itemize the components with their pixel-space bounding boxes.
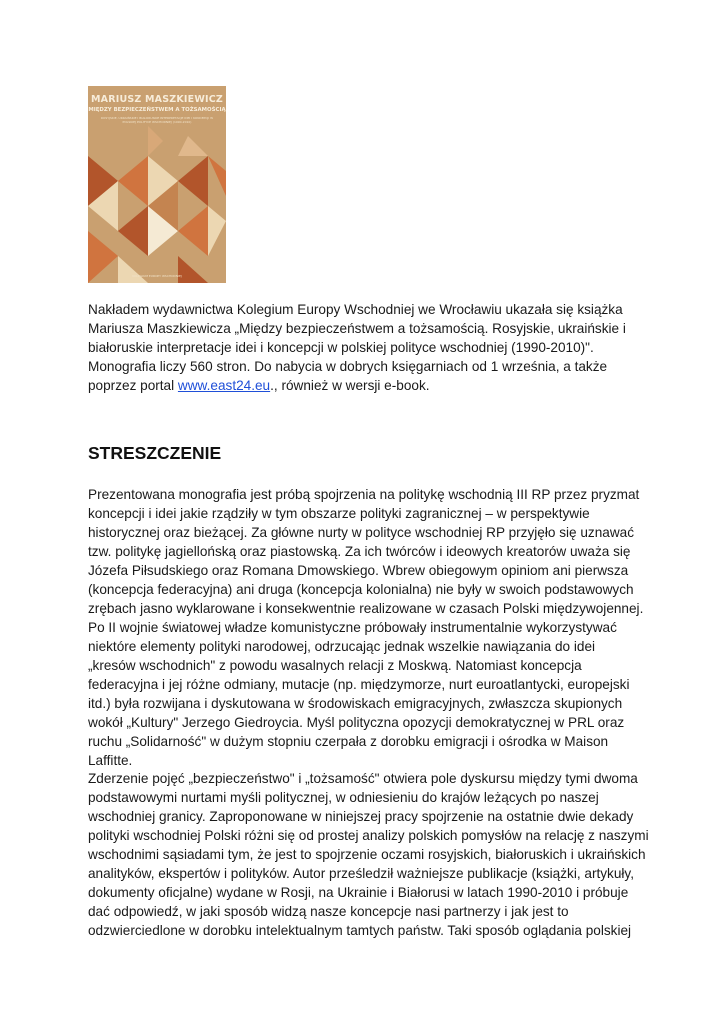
summary-paragraph-2: [88, 769, 648, 940]
paragraph-line: podstawowymi nurtami myśli politycznej, w odniesieniu do krajów leżących po naszej: [88, 790, 599, 805]
summary-paragraph-1: [88, 485, 648, 770]
cover-author: MARIUSZ MASZKIEWICZ: [90, 94, 223, 105]
paragraph-line: wschodniej granicy. Zaproponowane w niniejszej pracy spojrzenie na ostatnie dwie dekady: [88, 809, 634, 824]
intro-line: białoruskie interpretacje idei i koncepcji w polskiej polityce wschodniej (1990-2010)".: [88, 340, 594, 355]
intro-line: Nakładem wydawnictwa Kolegium Europy Wschodniej we Wrocławiu ukazała się książka: [88, 302, 623, 317]
east24-link[interactable]: www.east24.eu: [177, 378, 271, 393]
paragraph-line: historycznej oraz bieżącej. Za główne nurty w polityce wschodniej RP przyjęło się uznawać: [88, 525, 635, 540]
intro-line: Mariusza Maszkiewicza „Między bezpieczeństwem a tożsamością. Rosyjskie, ukraińskie i: [88, 321, 626, 336]
paragraph-line: tzw. politykę jagiellońską oraz piastowską. Za ich twórców i ideowych kreatorów uważa się: [88, 544, 631, 559]
paragraph-line: Po II wojnie światowej władze komunistyczne próbowały instrumentalnie wykorzystywać: [88, 620, 617, 635]
paragraph-line: analityków, ekspertów i polityków. Autor prześledził ważniejsze publikacje (książki, artykuły,: [88, 866, 634, 881]
paragraph-line: federacyjna i jej różne odmiany, mutacje (np. międzymorze, nurt euroatlantycki, europejski: [88, 677, 630, 692]
intro-text: ., również w wersji e-book.: [270, 378, 430, 393]
paragraph-line: ruchu „Solidarność" w dużym stopniu czerpała z dorobku emigracji i ośrodka w Maison: [88, 734, 609, 749]
cover-subtitle: ROSYJSKIE, UKRAIŃSKIE I BIAŁORUSKIE INTERPRETACJE IDEI I KONCEPCJI W POLSKIEJ POLITYCE WSCHODNIEJ (1990-2010): [100, 116, 214, 125]
cover-publisher: KOLEGIUM EUROPY WSCHODNIEJ: [132, 274, 182, 278]
paragraph-line: Zderzenie pojęć „bezpieczeństwo" i „tożsamość" otwiera pole dyskursu między tymi dwoma: [88, 771, 638, 786]
paragraph-line: wschodnimi sąsiadami tym, że jest to spojrzenie oczami rosyjskich, białoruskich i ukraińskich: [88, 847, 646, 862]
paragraph-line: dać odpowiedź, w jaki sposób widzą nasze koncepcje nasi partnerzy i jak jest to: [88, 904, 569, 919]
book-cover: [88, 86, 226, 283]
paragraph-line: Prezentowana monografia jest próbą spojrzenia na politykę wschodnią III RP przez pryzmat: [88, 487, 640, 502]
paragraph-line: Józefa Piłsudskiego oraz Romana Dmowskiego. Wbrew obiegowym opiniom ani pierwsza: [88, 563, 629, 578]
cover-title: MIĘDZY BEZPIECZEŃSTWEM A TOŻSAMOŚCIĄ: [88, 107, 226, 113]
paragraph-line: odzwierciedlone w dorobku intelektualnym tamtych państw. Taki sposób oglądania polskiej: [88, 923, 632, 938]
paragraph-line: (koncepcja federacyjna) ani druga (koncepcja kolonialna) nie były w swoich podstawowych: [88, 582, 634, 597]
paragraph-line: wokół „Kultury" Jerzego Giedroycia. Myśl polityczna opozycji demokratycznej w PRL oraz: [88, 715, 625, 730]
paragraph-line: „kresów wschodnich" z powodu wasalnych relacji z Moskwą. Natomiast koncepcja: [88, 658, 582, 673]
paragraph-line: itd.) była rozwijana i dyskutowana w środowiskach emigracyjnych, zwłaszcza skupionych: [88, 696, 623, 711]
paragraph-line: niektóre elementy polityki narodowej, odrzucając jednak wszelkie nawiązania do idei: [88, 639, 596, 654]
intro-line: [88, 376, 648, 395]
paragraph-line: Laffitte.: [88, 753, 133, 768]
intro-line: Monografia liczy 560 stron. Do nabycia w dobrych księgarniach od 1 września, a także: [88, 359, 608, 374]
paragraph-line: zrębach jasno wyklarowane i konsekwentnie realizowane w czasach Polski międzywojennej.: [88, 601, 644, 616]
paragraph-line: dokumenty oficjalne) wydane w Rosji, na Ukrainie i Białorusi w latach 1990-2010 i próbuje: [88, 885, 629, 900]
intro-paragraph: [88, 300, 648, 395]
paragraph-line: koncepcji i idei jakie rządziły w tym obszarze polityki zagranicznej – w perspektywie: [88, 506, 590, 521]
intro-text: poprzez portal: [88, 378, 178, 393]
paragraph-line: polityki wschodniej Polski różni się od prostej analizy polskich pomysłów na relację z naszymi: [88, 828, 649, 843]
section-heading: STRESZCZENIE: [88, 443, 222, 463]
